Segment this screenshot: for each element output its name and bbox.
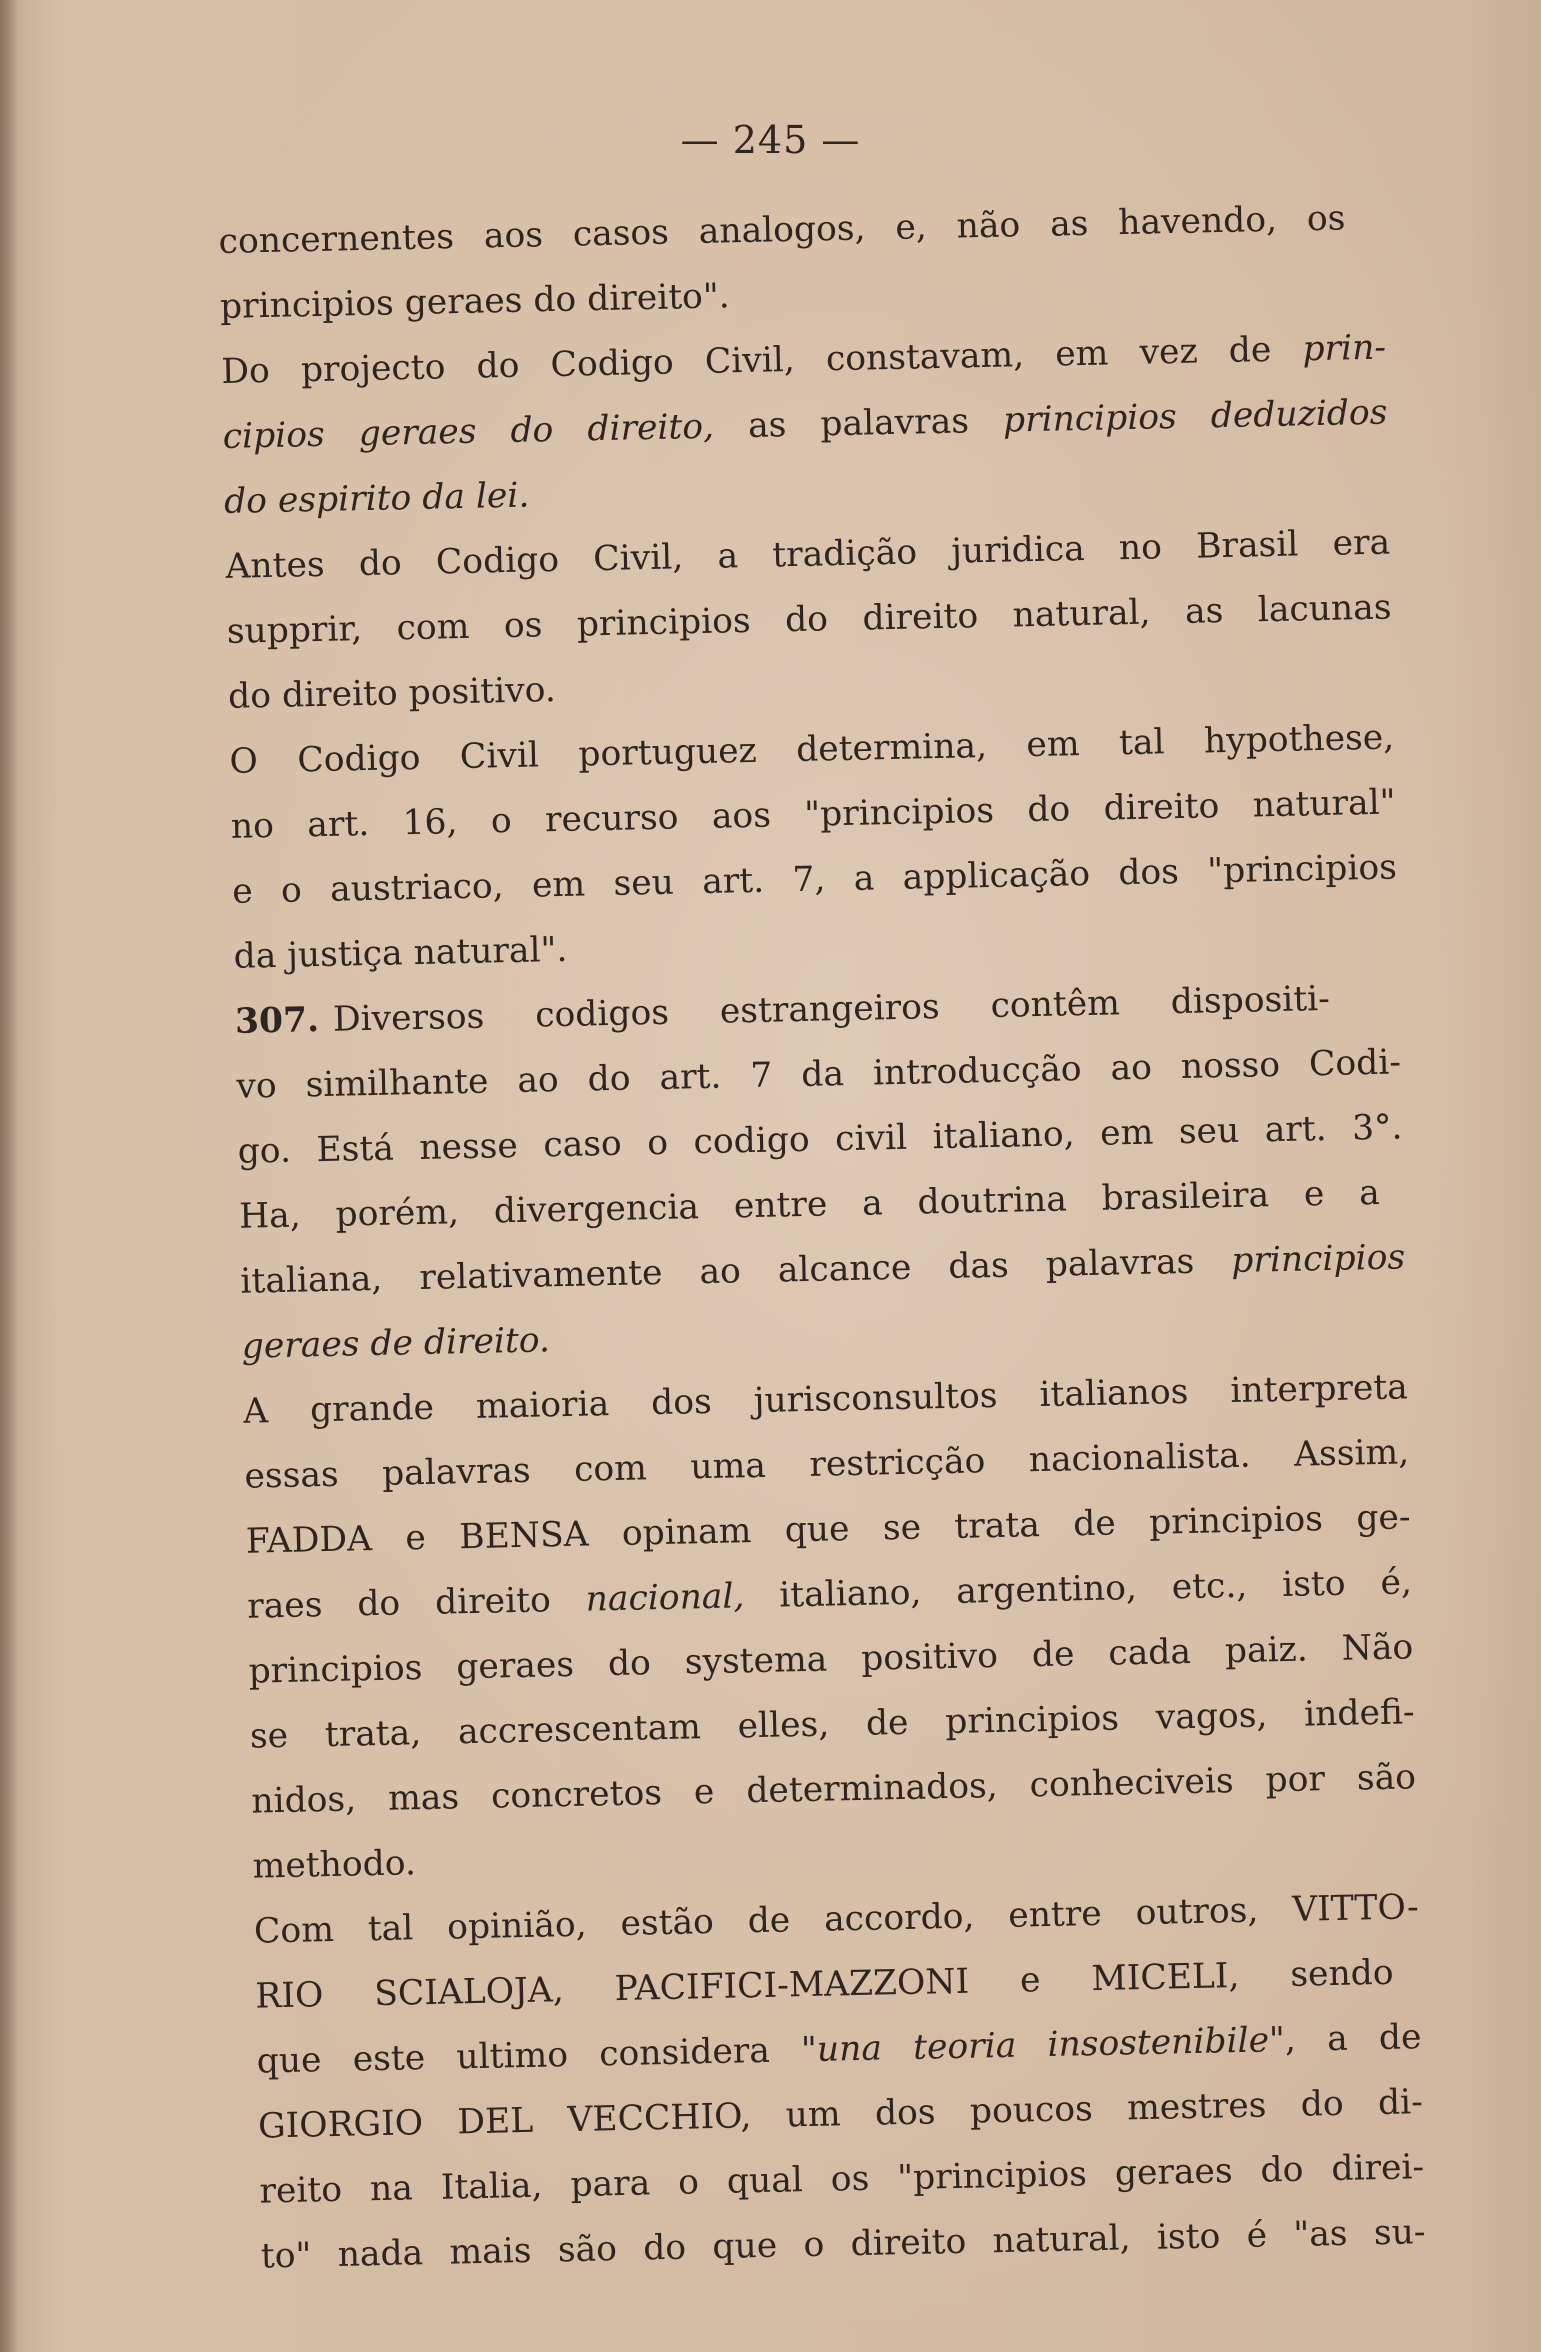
text-line-content bbox=[223, 464, 530, 535]
text-run: FADDA e BENSA opinam que se trata de principios ge- bbox=[245, 1497, 1411, 1562]
text-run: no art. 16, o recurso aos "principios do direito natural" bbox=[230, 782, 1396, 847]
italic-text: prin- bbox=[1302, 327, 1387, 370]
text-run: GIORGIO DEL VECCHIO, um dos poucos mestres do di- bbox=[257, 2082, 1424, 2147]
text-run: essas palavras com uma restricção nacionalista. Assim, bbox=[244, 1432, 1410, 1497]
text-run: concernentes aos casos analogos, e, não as havendo, os bbox=[218, 198, 1346, 262]
text-run: O Codigo Civil portuguez determina, em tal hypothese, bbox=[229, 717, 1395, 782]
text-run: raes do direito bbox=[246, 1579, 587, 1627]
text-run: Do projecto do Codigo Civil, constavam, em vez de bbox=[220, 329, 1303, 392]
text-run: reito na Italia, para o qual os "principios geraes do direi- bbox=[259, 2147, 1425, 2212]
section-number: 307. bbox=[234, 1000, 320, 1042]
text-run: Ha, porém, divergencia entre a doutrina brasileira e a bbox=[238, 1172, 1381, 1237]
italic-text: una teoria insostenibile bbox=[816, 2020, 1270, 2070]
italic-text: do espirito da lei. bbox=[223, 475, 530, 522]
text-line-content bbox=[233, 918, 568, 990]
text-run: methodo. bbox=[252, 1843, 417, 1887]
italic-text: principios deduzidos bbox=[1002, 392, 1388, 441]
text-run: RIO SCIALOJA, PACIFICI-MAZZONI e MICELI, sendo bbox=[255, 1952, 1394, 2017]
body-text bbox=[218, 186, 1427, 2290]
text-run: to" nada mais são do que o direito natural, isto é "as su- bbox=[260, 2212, 1426, 2277]
italic-text: geraes de direito. bbox=[241, 1320, 551, 1367]
text-run: italiano, argentino, etc., isto é, bbox=[743, 1562, 1413, 1617]
page-number: — 245 — bbox=[680, 118, 861, 162]
text-run: Com tal opinião, estão de accordo, entre outros, VITTO- bbox=[253, 1887, 1420, 1952]
text-run: e o austriaco, em seu art. 7, a applicação dos "principios bbox=[231, 847, 1398, 912]
binding-shadow bbox=[0, 0, 18, 2352]
text-line-content bbox=[241, 1308, 550, 1379]
text-line-content bbox=[219, 264, 730, 340]
text-run: ", a de bbox=[1268, 2017, 1422, 2061]
text-run: italiana, relativamente ao alcance das palavras bbox=[240, 1241, 1232, 1302]
text-run: se trata, accrescentam elles, de principios vagos, indefi- bbox=[249, 1692, 1416, 1757]
text-run: que este ultimo considera " bbox=[256, 2029, 818, 2082]
text-run: A grande maioria dos jurisconsultos italianos interpreta bbox=[242, 1367, 1409, 1432]
text-line-content bbox=[252, 1831, 417, 1899]
text-run: Diversos codigos estrangeiros contêm dispositi- bbox=[332, 978, 1331, 1040]
text-run: supprir, com os principios do direito natural, as lacunas bbox=[226, 587, 1392, 652]
text-run: da justiça natural". bbox=[233, 929, 568, 977]
text-run: go. Está nesse caso o codigo civil italiano, em seu art. 3°. bbox=[237, 1107, 1403, 1172]
text-run: as palavras bbox=[713, 400, 1004, 447]
text-run: principios geraes do systema positivo de cada paiz. Não bbox=[248, 1627, 1414, 1692]
text-run: nidos, mas concretos e determinados, conheciveis por são bbox=[250, 1757, 1417, 1822]
text-line-content bbox=[228, 658, 557, 730]
italic-text: principios bbox=[1230, 1237, 1406, 1282]
italic-text: nacional, bbox=[585, 1576, 745, 1620]
text-run: do direito positivo. bbox=[227, 670, 557, 717]
text-run: principios geraes do direito". bbox=[219, 276, 731, 327]
italic-text: cipios geraes do direito, bbox=[222, 406, 715, 457]
text-run: vo similhante ao do art. 7 da introducção ao nosso Codi- bbox=[235, 1042, 1402, 1107]
text-run: Antes do Codigo Civil, a tradição juridica no Brasil era bbox=[225, 522, 1391, 587]
